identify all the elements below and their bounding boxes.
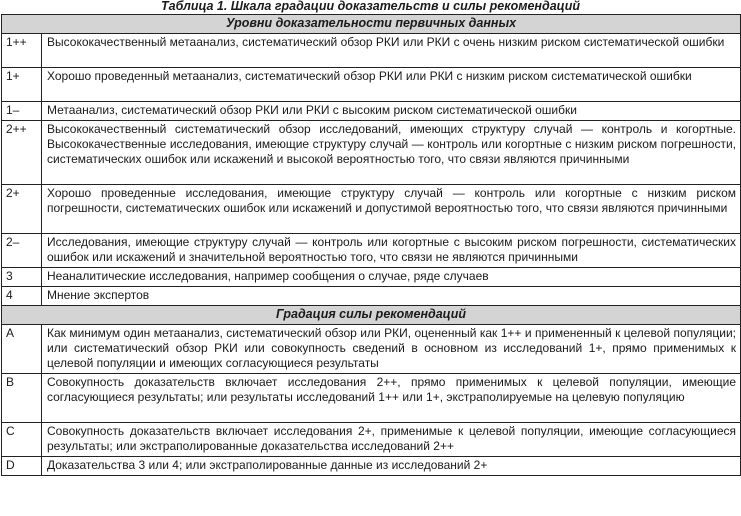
level-description: Высококачественный метаанализ, систематический обзор РКИ или РКИ с очень низким риском систематической ошибки xyxy=(42,34,741,68)
recommendation-section-title: Градация силы рекомендаций xyxy=(2,306,741,325)
level-code: 4 xyxy=(2,287,42,306)
grade-code: C xyxy=(2,423,42,457)
level-description: Исследования, имеющие структуру случай — контроль или когортные с высоким риском погрешности, систематических ошибок или искажений и значительной вероятностью того, что связи не являются причинными xyxy=(42,234,741,268)
grade-code: D xyxy=(2,457,42,476)
grade-description: Как минимум один метаанализ, систематический обзор или РКИ, оцененный как 1++ и примененный к целевой популяции; или систематический обзор РКИ или совокупность сведений в основном из исследований 1+, прямо применимых к целевой популяции и имеющих согласующиеся результаты xyxy=(42,325,741,374)
grade-code: B xyxy=(2,374,42,423)
grade-description: Доказательства 3 или 4; или экстраполированные данные из исследований 2+ xyxy=(42,457,741,476)
level-description: Хорошо проведенный метаанализ, систематический обзор РКИ или РКИ с низким риском систематической ошибки xyxy=(42,68,741,102)
level-code: 1– xyxy=(2,102,42,121)
table-row xyxy=(2,325,741,374)
table-row xyxy=(2,185,741,234)
table-row xyxy=(2,34,741,68)
table-row xyxy=(2,234,741,268)
table-row xyxy=(2,68,741,102)
table-row xyxy=(2,121,741,185)
evidence-section-header xyxy=(2,15,741,34)
grade-description: Совокупность доказательств включает исследования 2++, прямо применимых к целевой популяции, имеющие согласующиеся результаты; или результаты исследований 1++ или 1+, экстраполируемые на целевую популяцию xyxy=(42,374,741,423)
level-code: 1+ xyxy=(2,68,42,102)
level-description: Неаналитические исследования, например сообщения о случае, ряде случаев xyxy=(42,268,741,287)
level-description: Метаанализ, систематический обзор РКИ или РКИ с высоким риском систематической ошибки xyxy=(42,102,741,121)
level-description: Мнение экспертов xyxy=(42,287,741,306)
table-caption: Таблица 1. Шкала градации доказательств и силы рекомендаций xyxy=(160,0,581,13)
table-row xyxy=(2,457,741,476)
level-code: 2– xyxy=(2,234,42,268)
table-row xyxy=(2,287,741,306)
table-row xyxy=(2,102,741,121)
evidence-grading-table xyxy=(1,14,741,476)
grade-description: Совокупность доказательств включает исследования 2+, применимые к целевой популяции, имеющие согласующиеся результаты; или экстраполированные доказательства исследований 2++ xyxy=(42,423,741,457)
grade-code: A xyxy=(2,325,42,374)
evidence-section-title: Уровни доказательности первичных данных xyxy=(2,15,741,34)
level-code: 1++ xyxy=(2,34,42,68)
level-code: 3 xyxy=(2,268,42,287)
table-row xyxy=(2,268,741,287)
table-row xyxy=(2,374,741,423)
recommendation-section-header xyxy=(2,306,741,325)
level-code: 2+ xyxy=(2,185,42,234)
level-code: 2++ xyxy=(2,121,42,185)
level-description: Хорошо проведенные исследования, имеющие структуру случай — контроль или когортные с низким риском погрешности, систематических ошибок или искажений и допустимой вероятностью того, что связи являются причинными xyxy=(42,185,741,234)
level-description: Высококачественный систематический обзор исследований, имеющих структуру случай — контроль и когортные. Высококачественные исследования, имеющие структуру случай — контроль или когортные с низким риском погрешности, систематических ошибок или искажений и высокой вероятностью того, что связи являются причинными xyxy=(42,121,741,185)
table-row xyxy=(2,423,741,457)
